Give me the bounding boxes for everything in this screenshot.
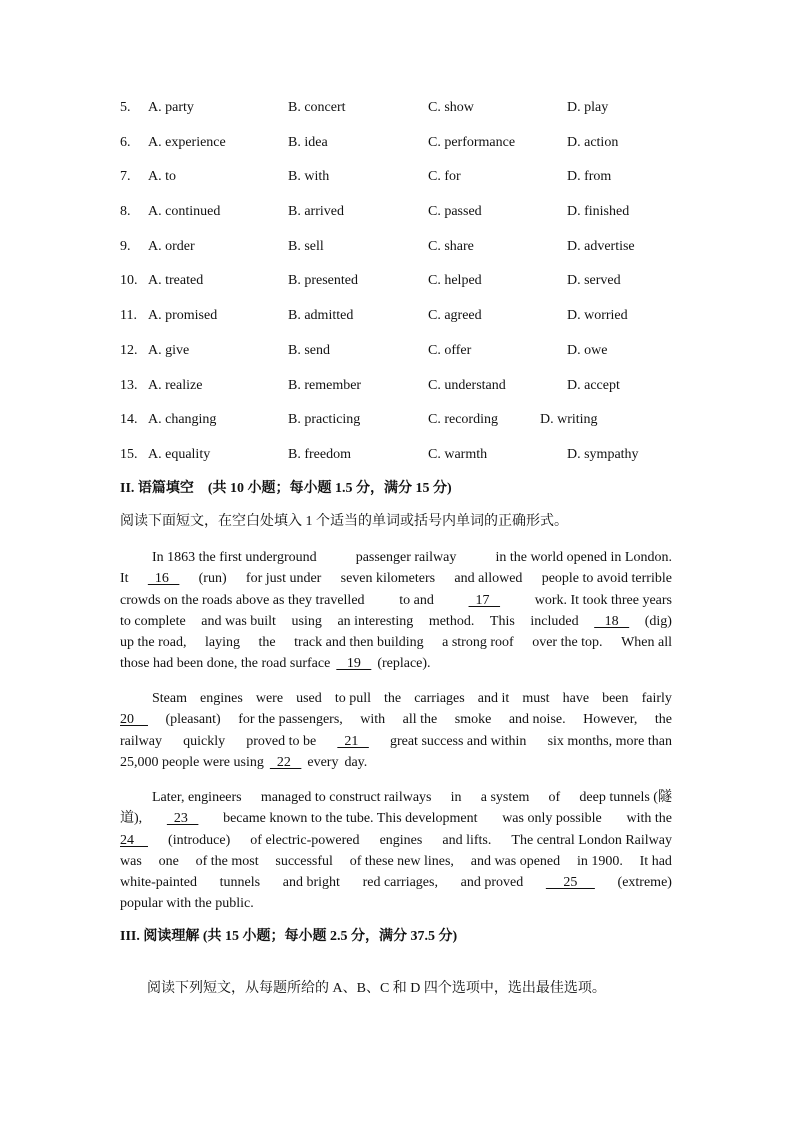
passage-text: method. [428, 613, 475, 629]
question-number: 5. [120, 100, 131, 115]
option-d: D. action [567, 134, 619, 150]
section-2-instruction: 阅读下面短文，在空白处填入 1 个适当的单词或括号内单词的正确形式。 [120, 514, 568, 529]
section-2-heading: II. 语篇填空 (共 10 小题；每小题 1.5 分，满分 15 分) [120, 481, 452, 496]
passage-text: those had been done, the road surface [120, 656, 331, 672]
option-c: C. helped [428, 273, 482, 289]
passage-line [120, 787, 672, 808]
passage-line [120, 568, 672, 589]
option-b: B. presented [288, 273, 358, 289]
option-d: D. sympathy [567, 446, 639, 462]
option-c: C. understand [428, 377, 506, 393]
passage-text: to complete [120, 613, 186, 629]
passage-text: day. [344, 754, 368, 770]
passage-line [120, 872, 672, 893]
option-c: C. agreed [428, 308, 482, 324]
passage-text: was [120, 853, 142, 869]
option-a: A. treated [148, 273, 204, 289]
answer-blank: 16 [147, 571, 180, 587]
passage-line [120, 653, 672, 674]
question-number: 15. [120, 446, 138, 462]
passage-line [120, 808, 672, 829]
passage-text: crowds on the roads above as they travelled [120, 592, 365, 608]
passage-text: successful [275, 853, 333, 869]
option-c: C. performance [428, 134, 516, 150]
option-b: B. sell [288, 238, 324, 254]
option-c: C. for [428, 169, 461, 185]
passage-text: railway [120, 733, 162, 749]
option-a: A. realize [148, 377, 203, 393]
choice-row [120, 444, 680, 479]
option-b: B. arrived [288, 204, 344, 220]
passage-text: 道), [120, 811, 143, 827]
passage-text: for just under [245, 571, 322, 587]
passage-text: engines [200, 691, 243, 706]
passage-text: been [602, 691, 629, 706]
passage-text: smoke [454, 712, 492, 728]
passage-text: engines [379, 832, 423, 848]
passage-text: popular with the public. [120, 896, 254, 912]
passage-text: all the [402, 712, 438, 728]
option-a: A. party [148, 100, 194, 115]
passage-text: proved to be [246, 733, 317, 749]
option-b: B. concert [288, 100, 346, 115]
passage-text: and noise. [508, 712, 566, 728]
passage-text: must [522, 691, 550, 706]
choice-row [120, 305, 680, 340]
section-3-heading: III. 阅读理解 (共 15 小题；每小题 2.5 分，满分 37.5 分) [120, 929, 458, 944]
option-c: C. recording [428, 412, 498, 428]
question-number: 10. [120, 273, 138, 289]
passage-text: work. It took three years [534, 592, 672, 608]
option-a: A. to [148, 169, 176, 185]
passage-text: a system [480, 790, 530, 805]
passage-text: (introduce) [168, 832, 231, 848]
passage-text: was only possible [502, 811, 602, 827]
passage-text: It [120, 571, 129, 587]
section-3-instruction: 阅读下列短文，从每题所给的 A、B、C 和 D 四个选项中，选出最佳选项。 [147, 981, 606, 996]
passage-text: to pull [334, 691, 371, 706]
answer-blank: 17 [468, 592, 501, 608]
option-d: D. finished [567, 204, 630, 220]
passage-text: to and [399, 592, 434, 608]
question-number: 13. [120, 377, 138, 393]
passage-text: for the passengers, [238, 712, 343, 728]
option-d: D. owe [567, 342, 608, 358]
passage-text: and proved [460, 875, 524, 891]
question-number: 12. [120, 342, 138, 358]
passage-text: tunnels [219, 875, 261, 891]
passage-text: (extreme) [617, 875, 672, 891]
passage-line [120, 830, 672, 851]
choice-row [120, 201, 680, 236]
option-b: B. send [288, 342, 330, 358]
passage-line [120, 752, 672, 773]
option-b: B. freedom [288, 446, 351, 462]
passage-text: in [450, 790, 462, 805]
option-d: D. served [567, 273, 621, 289]
passage-text: an interesting [337, 613, 414, 629]
passage-text: managed to construct railways [260, 790, 432, 805]
passage-text: with [360, 712, 386, 728]
choice-options-list [120, 97, 680, 479]
passage-text: seven kilometers [340, 571, 436, 587]
passage-text: laying [205, 635, 240, 651]
option-b: B. idea [288, 134, 328, 150]
choice-row [120, 340, 680, 375]
option-a: A. order [148, 238, 195, 254]
passage-text: in 1900. [576, 853, 623, 869]
choice-row [120, 166, 680, 201]
option-d: D. writing [540, 412, 598, 428]
option-d: D. play [567, 100, 609, 115]
passage-line [120, 851, 672, 872]
choice-row [120, 375, 680, 410]
question-number: 9. [120, 238, 131, 254]
option-a: A. promised [148, 308, 218, 324]
passage-text: white-painted [120, 875, 197, 891]
option-a: A. experience [148, 134, 226, 150]
passage-text: with the [626, 811, 672, 827]
option-c: C. passed [428, 204, 482, 220]
option-a: A. continued [148, 204, 221, 220]
passage-text: great success and within [389, 733, 527, 749]
passage-text: became known to the tube. This development [223, 811, 478, 827]
passage-line [120, 893, 672, 914]
passage-text: deep tunnels (隧 [579, 790, 672, 805]
passage-text: The central London Railway [511, 832, 672, 848]
question-number: 14. [120, 412, 138, 428]
answer-blank: 18 [594, 613, 630, 629]
passage-text: people to avoid terrible [541, 571, 672, 587]
answer-blank: 25 [545, 875, 595, 891]
option-c: C. share [428, 238, 474, 254]
question-number: 11. [120, 308, 137, 324]
passage-text: This [489, 613, 515, 629]
passage-text: used [296, 691, 322, 706]
option-d: D. advertise [567, 238, 635, 254]
question-number: 7. [120, 169, 131, 185]
question-number: 8. [120, 204, 131, 220]
passage-text: In 1863 the first underground [152, 550, 317, 565]
option-d: D. worried [567, 308, 628, 324]
option-c: C. offer [428, 342, 472, 358]
answer-blank: 20 [120, 712, 148, 728]
choice-row [120, 270, 680, 305]
choice-row [120, 409, 680, 444]
passage-text: have [562, 691, 590, 706]
passage-text: every [307, 754, 339, 770]
answer-blank: 22 [269, 754, 302, 770]
passage-text: red carriages, [362, 875, 438, 891]
passage-text: and was opened [470, 853, 561, 869]
passage-text: quickly [183, 733, 226, 749]
choice-row [120, 132, 680, 167]
passage-text: However, [583, 712, 638, 728]
passage-text: 25,000 people were using [120, 754, 264, 770]
option-a: A. changing [148, 412, 217, 428]
passage-text: Later, engineers [152, 790, 242, 805]
passage-line [120, 611, 672, 632]
passage-text: one [158, 853, 179, 869]
passage-text: and it [477, 691, 510, 706]
passage-text: passenger railway [355, 550, 457, 565]
passage-text: fairly [641, 691, 672, 706]
option-c: C. show [428, 100, 474, 115]
answer-blank: 21 [337, 733, 369, 749]
passage-line [120, 632, 672, 653]
passage-text: and lifts. [442, 832, 492, 848]
passage-line [120, 547, 672, 568]
passage-text: six months, more than [547, 733, 672, 749]
option-b: B. remember [288, 377, 362, 393]
answer-blank: 23 [166, 811, 199, 827]
passage-text: were [255, 691, 284, 706]
passage-text: carriages [414, 691, 465, 706]
passage-text: (run) [198, 571, 227, 587]
option-b: B. practicing [288, 412, 361, 428]
passage-text: When all [621, 635, 672, 651]
passage-text: It had [639, 853, 672, 869]
passage-line [120, 688, 672, 709]
passage-text: up the road, [120, 635, 187, 651]
option-d: D. accept [567, 377, 620, 393]
passage-text: over the top. [532, 635, 603, 651]
passage-text: in the world opened in London. [495, 550, 672, 565]
passage-text: and allowed [454, 571, 523, 587]
passage-text: (replace). [377, 656, 431, 672]
answer-blank: 24 [120, 832, 148, 848]
passage-text: track and then building [294, 635, 424, 651]
choice-row [120, 236, 680, 271]
passage-text: a strong roof [442, 635, 514, 651]
passage-line [120, 709, 672, 730]
passage-paragraph-2 [120, 688, 672, 773]
passage-text: of these new lines, [349, 853, 454, 869]
passage-line [120, 590, 672, 611]
passage-paragraph-3 [120, 787, 672, 915]
option-a: A. equality [148, 446, 211, 462]
question-number: 6. [120, 134, 131, 150]
answer-blank: 19 [336, 656, 372, 672]
passage-text: of the most [195, 853, 259, 869]
option-c: C. warmth [428, 446, 488, 462]
passage-text: using [291, 613, 322, 629]
passage-text: (dig) [644, 613, 672, 629]
passage-text: the [258, 635, 276, 651]
passage-line [120, 731, 672, 752]
passage-text: (pleasant) [165, 712, 221, 728]
passage-text: and bright [282, 875, 340, 891]
passage-text: Steam [152, 691, 187, 706]
passage-paragraph-1 [120, 547, 672, 675]
passage-text: of [548, 790, 561, 805]
option-b: B. with [288, 169, 330, 185]
option-a: A. give [148, 342, 190, 358]
option-d: D. from [567, 169, 612, 185]
passage-text: of electric-powered [250, 832, 360, 848]
passage-text: and was built [201, 613, 276, 629]
passage-text: the [654, 712, 672, 728]
passage-text: included [530, 613, 579, 629]
choice-row [120, 97, 680, 132]
passage-text: the [384, 691, 402, 706]
option-b: B. admitted [288, 308, 354, 324]
